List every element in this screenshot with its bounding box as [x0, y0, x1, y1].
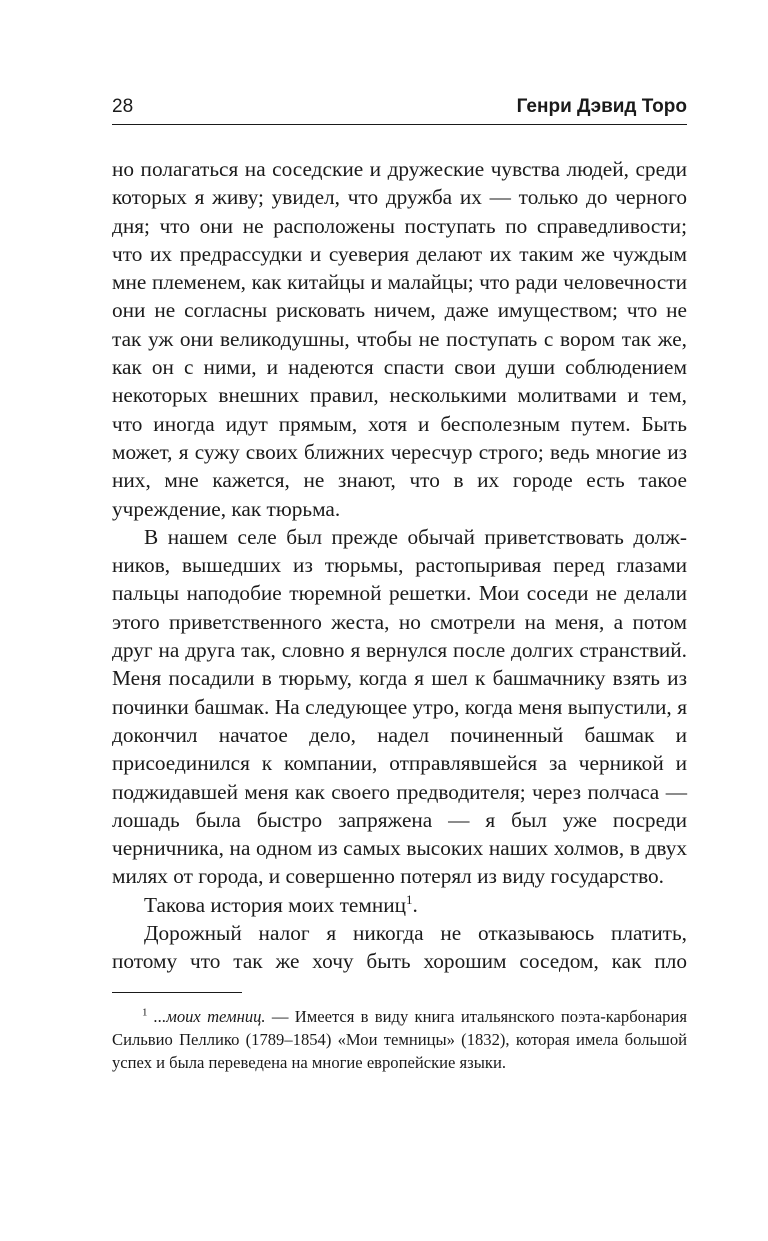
paragraph-1: но полагаться на соседские и дружеские чувства людей, среди которых я живу; увидел, что дружба их — только до черного дня; что они не расположены поступать по справедливости; что их предрассудки и суеверия делают их таким же чуждым мне племенем, как китайцы и малайцы; что ради человечности они не согласны рисковать ничем, даже имуществом; что не так уж они великодушны, чтобы не поступать с вором так же, как он с ними, и надеются спасти свои души соблюдением некоторых внешних правил, несколькими молитвами и тем, что иногда идут прямым, хотя и бесполезным путем. Быть может, я сужу своих ближних чересчур строго; ведь многие из них, мне кажется, не знают, что в их городе есть такое учреждение, как тюрьма. — [112, 157, 687, 521]
paragraph-2: В нашем селе был прежде обычай приветствовать должников, вышедших из тюрьмы, растопыривая перед глазами пальцы наподобие тюремной решетки. Мои соседи не делали этого приветственного жеста, но смотрели на меня, а потом друг на друга так, словно я вернулся после долгих странствий. Меня посадили в тюрьму, когда я шел к башмачнику взять из починки башмак. На следующее утро, когда меня выпустили, я докончил начатое дело, надел починенный башмак и присоединился к компании, отправлявшейся за черникой и поджидавшей меня как своего предводителя; через полчаса — лошадь была быстро запряжена — я был уже посреди черничника, на одном из самых высоких наших холмов, в двух милях от города, и совершенно потерял из виду государство. — [112, 524, 687, 889]
running-title: Генри Дэвид Торо — [516, 96, 687, 117]
footnote — [112, 1005, 687, 1074]
body-text — [112, 155, 687, 976]
running-head — [112, 96, 687, 124]
paragraph-3: Такова история моих темниц$^1$. — [144, 891, 418, 917]
footnote-text: — Имеется в виду книга итальянского поэта-карбонария Сильвио Пеллико (1789–1854) «Мои темницы» (1832), которая имела большой успех и была переведена на многие европейские языки. — [112, 1006, 687, 1072]
footnote-reference[interactable]: 1 — [406, 891, 413, 907]
footnote-rule — [112, 992, 242, 993]
paragraph-4: Дорожный налог я никогда не отказываюсь платить, потому что так же хочу быть хорошим соседом, как пло — [112, 921, 687, 974]
footnote-term: ...моих темниц. — [153, 1006, 266, 1026]
page-number: 28 — [112, 96, 134, 117]
header-rule — [112, 124, 687, 125]
book-page — [112, 96, 687, 1074]
footnote-marker: 1 — [142, 1006, 148, 1019]
paragraph-3-text: Такова история моих темниц — [144, 892, 407, 917]
